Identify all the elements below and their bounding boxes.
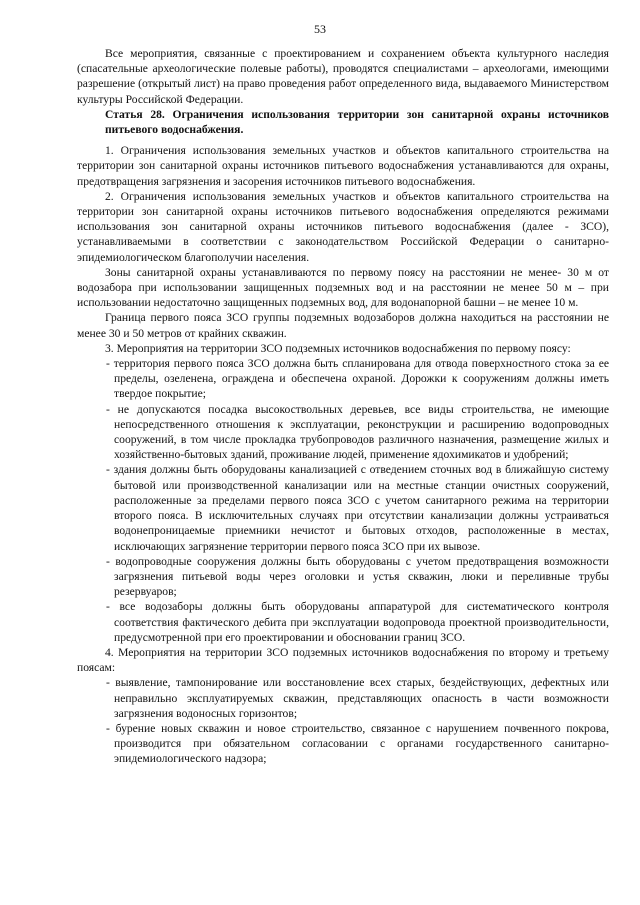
paragraph-3: 3. Мероприятия на территории ЗСО подземных источников водоснабжения по первому поясу: — [105, 341, 571, 355]
page-body — [77, 46, 609, 767]
page-number: 53 — [314, 22, 326, 36]
list-item: - водопроводные сооружения должны быть оборудованы с учетом предотвращения возможности загрязнения питьевой воды через оголовки и устья скважин, люки и переливные трубы резервуаров; — [77, 554, 609, 600]
list-item: - территория первого пояса ЗСО должна быть спланирована для отвода поверхностного стока за ее пределы, озеленена, ограждена и обеспечена охраной. Дорожки к сооружениям должны иметь твердое покрытие; — [77, 356, 609, 402]
article-heading: Статья 28. Ограничения использования территории зон санитарной охраны источников питьевого водоснабжения. — [105, 107, 609, 137]
list-item: - выявление, тампонирование или восстановление всех старых, бездействующих, дефектных или неправильно эксплуатируемых скважин, представляющих опасность в части возможности загрязнения водоносных горизонтов; — [77, 675, 609, 721]
paragraph-2: 2. Ограничения использования земельных участков и объектов капитального строительства на территории зон санитарной охраны источников питьевого водоснабжения определяются режимами использования зон санитарной охраны источников питьевого водоснабжения (далее - ЗСО), устанавливаемыми в соответствии с законодательством Российской Федерации о санитарно-эпидемиологическом благополучии населения. — [77, 189, 609, 264]
list-item: - бурение новых скважин и новое строительство, связанное с нарушением почвенного покрова, производится при обязательном согласовании с органами государственного санитарно-эпидемиологического надзора; — [77, 721, 609, 767]
paragraph-zones: Зоны санитарной охраны устанавливаются по первому поясу на расстоянии не менее- 30 м от водозабора при использовании защищенных подземных вод и на расстоянии не менее 50 м – при использовании недостаточно защищенных подземных вод, для водонапорной башни – не менее 10 м. — [77, 265, 609, 310]
paragraph-1: 1. Ограничения использования земельных участков и объектов капитального строительства на территории зон санитарной охраны источников питьевого водоснабжения устанавливаются для охраны, предотвращения загрязнения и засорения источников питьевого водоснабжения. — [77, 144, 609, 188]
list-item: - не допускаются посадка высокоствольных деревьев, все виды строительства, не имеющие непосредственного отношения к эксплуатации, реконструкции и расширению водопроводных сооружений, в том числе прокладка трубопроводов различного назначения, размещение жилых и хозяйственно-бытовых зданий, проживание людей, применение ядохимикатов и удобрений; — [77, 402, 609, 463]
paragraph-boundary: Граница первого пояса ЗСО группы подземных водозаборов должна находиться на расстоянии не менее 30 и 50 метров от крайних скважин. — [77, 311, 609, 340]
list-item: - здания должны быть оборудованы канализацией с отведением сточных вод в ближайшую систему бытовой или производственной канализации или на местные станции очистных сооружений, расположенные за пределами первого пояса ЗСО с учетом санитарного режима на территории второго пояса. В исключительных случаях при отсутствии канализации должны устраиваться водонепроницаемые приемники нечистот и бытовых отходов, расположенные в местах, исключающих загрязнение территории первого пояса ЗСО при их вывозе. — [77, 462, 609, 553]
intro-paragraph: Все мероприятия, связанные с проектированием и сохранением объекта культурного наследия (спасательные археологические полевые работы), проводятся специалистами – археологами, имеющими разрешение (открытый лист) на право проведения работ определенного вида, выдаваемого Министерством культуры Российской Федерации. — [77, 47, 609, 106]
list-item: - все водозаборы должны быть оборудованы аппаратурой для систематического контроля соответствия фактического дебита при эксплуатации водопровода проектной производительности, предусмотренной при его проектировании и обосновании границ ЗСО. — [77, 599, 609, 645]
paragraph-4: 4. Мероприятия на территории ЗСО подземных источников водоснабжения по второму и третьему поясам: — [77, 645, 609, 675]
